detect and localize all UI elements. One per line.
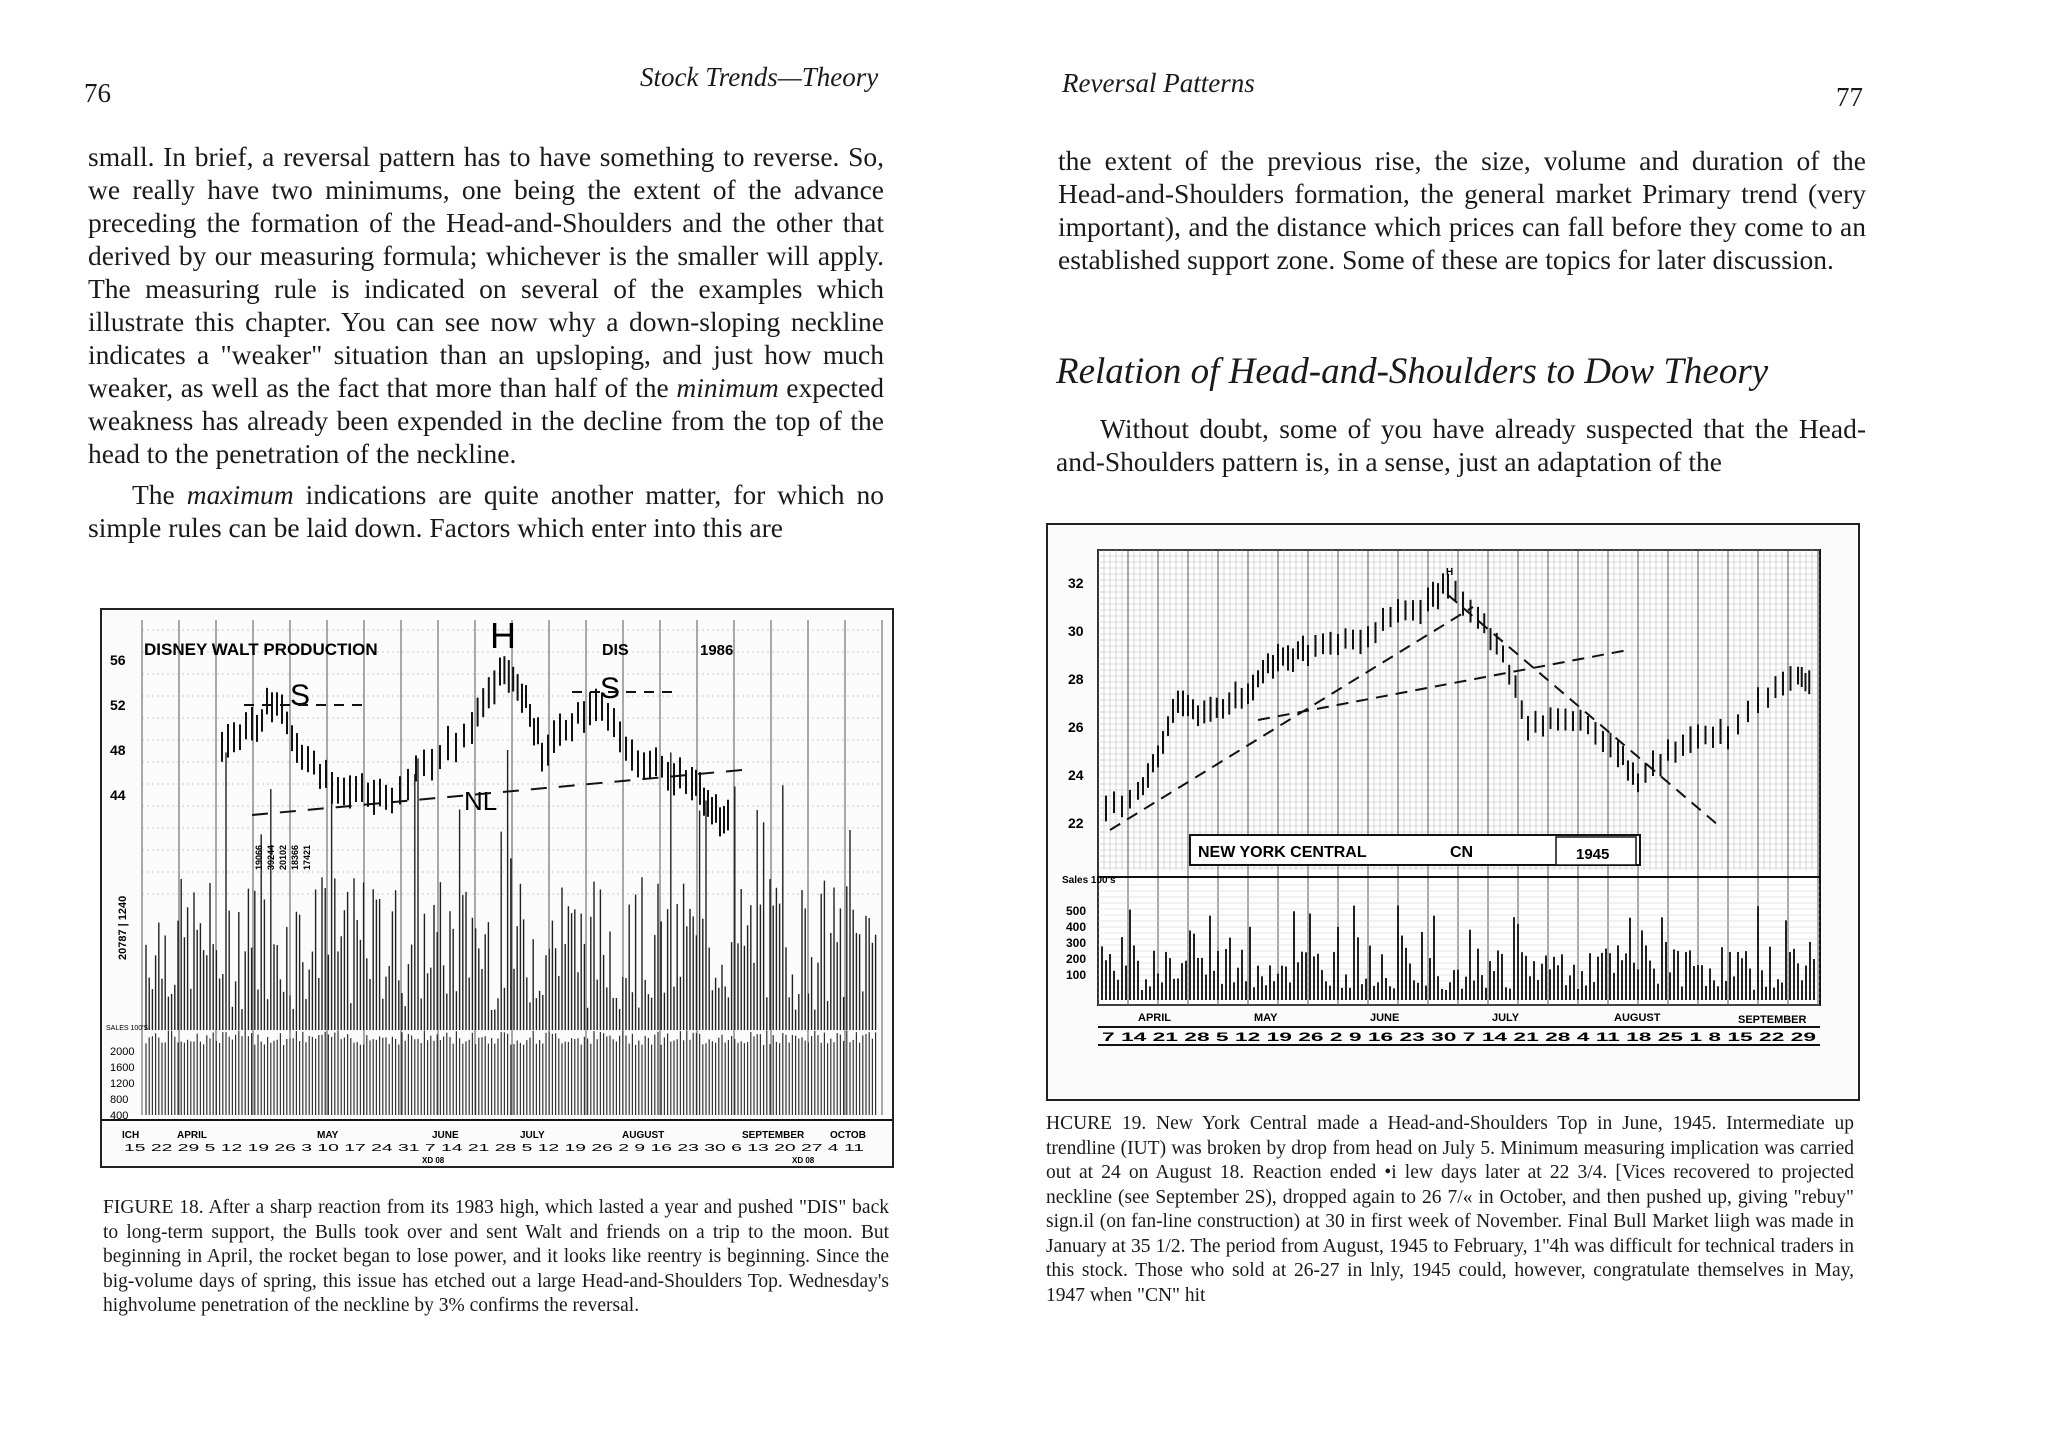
figure-19-head-label: H <box>1446 567 1454 578</box>
figure-19-caption-text: HCURE 19. New York Central made a Head-and-Shoulders Top in June, 1945. Intermediate up trendline (IUT) was broken by drop from head on July 5. Minimum measuring implication was carried out at 24 on August 18. Reaction ended •i lew days later at 22 3/4. [Vices recovered to projected neckline (see September 2S), dropped again to 26 7/« in October, and then pushed up, giving "rebuy" sign.il (on fan-line construction) at 30 in first week of November. Final Bull Market liigh was made in January at 35 1/2. The period from August, 1945 to February, 1''4h was difficult for technical traders in this stock. Those who sold at 26-27 in lnly, 1945 could, however, congratulate themselves in May, 1947 when "CN" hit <box>1046 1113 1854 1306</box>
figure-18-head-label: H <box>490 615 516 656</box>
right-body-text-2 <box>1056 412 1866 486</box>
figure-19-price-tick: 28 <box>1068 671 1084 687</box>
figure-18-disney-chart <box>100 608 894 1168</box>
figure-18-month: OCTOB <box>830 1130 866 1141</box>
figure-18-xd-label: XD 08 <box>792 1156 815 1165</box>
figure-18-volume-bars <box>146 750 876 1115</box>
right-paragraph-2: Without doubt, some of you have already suspected that the Head-and-Shoulders pattern is, in a sense, just an adaptation of the <box>1056 413 1866 477</box>
figure-18-ticker: DIS <box>602 642 629 659</box>
figure-18-xd-label: XD 08 <box>422 1156 445 1165</box>
figure-19-price-tick: 26 <box>1068 719 1084 735</box>
figure-18-neckline-label: NL <box>464 786 498 816</box>
figure-18-volume-tick: 2000 <box>110 1046 135 1058</box>
figure-19-day-labels: 7 14 21 28 5 12 19 26 2 9 16 23 30 7 14 21 28 4 11 18 25 1 8 15 22 29 <box>1102 1030 1817 1044</box>
figure-19-volume-tick: 200 <box>1066 952 1087 966</box>
right-body-text-1 <box>1058 144 1866 284</box>
figure-19-month: JUNE <box>1370 1012 1400 1024</box>
figure-18-vertical-note: 18366 <box>290 844 300 870</box>
figure-18-vertical-note: 39244 <box>266 844 276 870</box>
figure-18-volume-tick: 400 <box>110 1110 129 1122</box>
figure-18-price-tick: 44 <box>110 787 126 803</box>
figure-19-volume-tick: 500 <box>1066 904 1087 918</box>
figure-18-month: ICH <box>122 1130 140 1141</box>
figure-18-vertical-note: 20787 | 1240 <box>117 895 129 960</box>
figure-19-price-tick: 22 <box>1068 815 1084 831</box>
figure-18-price-tick: 56 <box>110 652 126 668</box>
figure-19-month: SEPTEMBER <box>1738 1014 1807 1026</box>
figure-18-volume-tick: 1600 <box>110 1062 135 1074</box>
figure-18-month: JULY <box>520 1130 545 1141</box>
figure-18-day-labels: 15 22 29 5 12 19 26 3 10 17 24 31 7 14 21 28 5 12 19 26 2 9 16 23 30 6 13 20 27 4 11 <box>124 1143 865 1154</box>
figure-19-title: NEW YORK CENTRAL <box>1198 844 1367 861</box>
figure-18-right-shoulder-label: S <box>600 672 621 705</box>
figure-19-grid <box>1098 550 1820 1005</box>
figure-18-price-tick: 52 <box>110 697 126 713</box>
figure-19-price-tick: 24 <box>1068 767 1084 783</box>
figure-18-month: JUNE <box>432 1130 459 1141</box>
right-running-head: Reversal Patterns <box>1062 68 1255 98</box>
figure-19-price-tick: 32 <box>1068 575 1084 591</box>
figure-18-caption <box>103 1196 889 1319</box>
left-paragraph-2: The maximum indications are quite another matter, for which no simple rules can be laid down. Factors which enter into this are <box>88 479 884 543</box>
figure-18-left-shoulder-label: S <box>290 679 311 712</box>
figure-19-nyc-chart <box>1046 523 1860 1101</box>
figure-18-volume-tick: 1200 <box>110 1078 135 1090</box>
figure-18-month: AUGUST <box>622 1130 665 1141</box>
figure-19-month: AUGUST <box>1614 1012 1661 1024</box>
figure-19-month: MAY <box>1254 1012 1278 1024</box>
figure-18-month: APRIL <box>177 1130 207 1141</box>
figure-19-price-tick: 30 <box>1068 623 1084 639</box>
left-body-text <box>88 140 884 552</box>
figure-19-caption <box>1046 1112 1854 1308</box>
figure-18-price-tick: 48 <box>110 742 126 758</box>
section-heading: Relation of Head-and-Shoulders to Dow Theory <box>1056 351 1769 392</box>
left-page-number: 76 <box>84 78 111 108</box>
right-paragraph-1: the extent of the previous rise, the size, volume and duration of the Head-and-Shoulders formation, the general market Primary trend (very important), and the distance which prices can fall before they come to an established support zone. Some of these are topics for later discussion. <box>1058 145 1866 275</box>
figure-18-vertical-note: 17421 <box>302 844 312 870</box>
figure-18-title: DISNEY WALT PRODUCTION <box>144 640 378 659</box>
figure-19-volume-axis-label: Sales 100's <box>1062 875 1116 886</box>
figure-18-vertical-note: 20102 <box>278 844 288 870</box>
figure-18-vertical-note: 19066 <box>254 844 264 870</box>
figure-19-volume-tick: 100 <box>1066 968 1087 982</box>
figure-19-volume-tick: 400 <box>1066 920 1087 934</box>
figure-19-plot-frame <box>1098 550 1820 1005</box>
figure-18-year: 1986 <box>700 642 734 659</box>
figure-18-volume-axis-label: SALES 100'S <box>106 1025 149 1032</box>
figure-18-svg <box>102 610 892 1166</box>
right-page-number: 77 <box>1836 82 1863 112</box>
left-paragraph-1: small. In brief, a reversal pattern has to have something to reverse. So, we really have two minimums, one being the extent of the advance preceding the formation of the Head-and-Shoulders and the other that derived by our measuring formula; whichever is the smaller will apply. The measuring rule is indicated on several of the examples which illustrate this chapter. You can see now why a down-sloping neckline indicates a "weaker" situation than an upsloping, and just how much weaker, as well as the fact that more than half of the minimum expected weakness has already been expended in the decline from the top of the head to the penetration of the neckline. <box>88 141 884 469</box>
figure-19-month: JULY <box>1492 1012 1520 1024</box>
figure-18-caption-text: FIGURE 18. After a sharp reaction from its 1983 high, which lasted a year and pushed "DIS" back to long-term support, the Bulls took over and sent Walt and friends on a trip to the moon. But beginning in April, the rocket began to lose power, and it looks like reentry is beginning. Since the big-volume days of spring, this issue has etched out a large Head-and-Shoulders Top. Wednesday's highvolume penetration of the neckline by 3% confirms the reversal. <box>103 1197 889 1316</box>
figure-19-year: 1945 <box>1576 846 1610 863</box>
left-running-head: Stock Trends—Theory <box>640 62 879 92</box>
figure-19-ticker: CN <box>1450 844 1474 861</box>
figure-19-month: APRIL <box>1138 1012 1171 1024</box>
figure-18-month: SEPTEMBER <box>742 1130 805 1141</box>
figure-18-month: MAY <box>317 1130 339 1141</box>
figure-18-volume-tick: 800 <box>110 1094 129 1106</box>
figure-19-svg <box>1048 525 1858 1099</box>
figure-19-volume-tick: 300 <box>1066 936 1087 950</box>
